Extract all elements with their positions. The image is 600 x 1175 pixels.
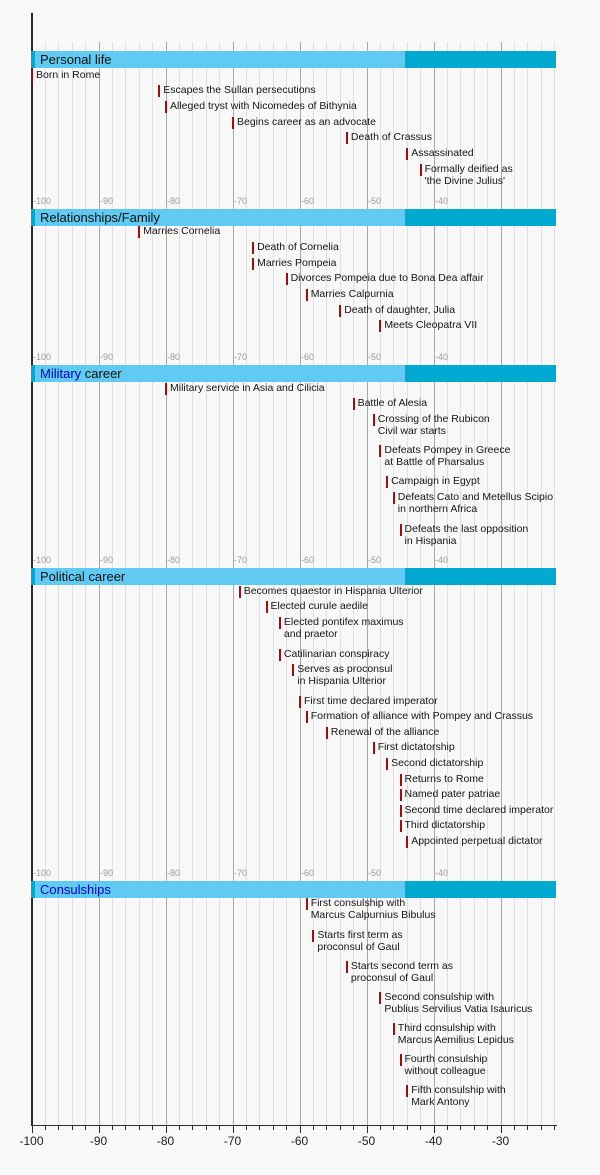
- event-tick: [373, 742, 375, 754]
- event-label: [384, 445, 510, 468]
- section-title-text: career: [81, 366, 122, 381]
- event-label: [411, 1085, 506, 1108]
- event-label-line: Death of Cornelia: [257, 241, 339, 253]
- event-label: [170, 383, 325, 395]
- event-label-line: Third consulship with: [397, 1022, 496, 1034]
- event-label: [304, 696, 438, 708]
- section-scale-label: -70: [234, 868, 248, 878]
- event-tick: [279, 649, 281, 661]
- event-tick: [373, 414, 375, 426]
- event-tick: [400, 524, 402, 536]
- event-label: [257, 258, 336, 270]
- bottom-axis-major-tick: [99, 1126, 100, 1133]
- section-scale-label: -100: [33, 555, 52, 565]
- event-label-line: Fifth consulship with: [411, 1084, 506, 1096]
- event-label-line: Defeats Cato and Metellus Scipio: [397, 491, 554, 503]
- event-label: [244, 586, 423, 598]
- event-label: [311, 898, 436, 921]
- bottom-axis-tick-label: -80: [156, 1134, 175, 1148]
- event-label: [384, 320, 477, 332]
- section-title: [40, 209, 160, 226]
- event-label-line: Mark Antony: [411, 1095, 470, 1108]
- event-label-line: Born in Rome: [36, 69, 101, 81]
- section-scale-label: -50: [368, 868, 382, 878]
- section-scale-label: -40: [435, 555, 449, 565]
- bottom-axis-minor-tick: [179, 1126, 180, 1130]
- bottom-axis-major-tick: [434, 1126, 435, 1133]
- section-scale-label: -80: [167, 868, 181, 878]
- event-tick: [306, 898, 308, 910]
- section-title: [40, 365, 122, 382]
- section-scale-label: -90: [100, 868, 114, 878]
- event-label: [391, 476, 480, 488]
- bottom-axis-minor-tick: [393, 1126, 394, 1130]
- bottom-axis-minor-tick: [407, 1126, 408, 1130]
- event-label: [163, 85, 315, 97]
- event-label: [378, 414, 490, 437]
- event-tick: [266, 601, 268, 613]
- bottom-axis-minor-tick: [514, 1126, 515, 1130]
- event-label-line: Campaign in Egypt: [391, 475, 480, 487]
- event-tick: [393, 492, 395, 504]
- event-label-line: proconsul of Gaul: [317, 940, 400, 953]
- event-tick: [165, 383, 167, 395]
- section-scale-label: -100: [33, 196, 52, 206]
- section-title-text: Political career: [40, 569, 126, 584]
- event-label-line: Military service in Asia and Cilicia: [170, 382, 325, 394]
- bottom-axis-tick-label: -60: [290, 1134, 309, 1148]
- bottom-axis-tick-label: -30: [491, 1134, 510, 1148]
- bottom-axis-minor-tick: [326, 1126, 327, 1130]
- event-tick: [326, 727, 328, 739]
- event-tick: [353, 398, 355, 410]
- section-header-personal-life: [31, 51, 556, 68]
- bottom-axis-tick-label: -70: [223, 1134, 242, 1148]
- bottom-axis-major-tick: [367, 1126, 368, 1133]
- event-label: [351, 132, 432, 144]
- section-scale-label: -90: [100, 555, 114, 565]
- bottom-axis-minor-tick: [313, 1126, 314, 1130]
- bottom-axis-major-tick: [32, 1126, 33, 1133]
- event-tick: [165, 101, 167, 113]
- event-tick: [420, 164, 422, 176]
- section-header-consulships: [31, 881, 556, 898]
- event-label-line: Crossing of the Rubicon: [377, 413, 490, 425]
- event-label-line: Marcus Calpurnius Bibulus: [310, 908, 436, 921]
- bottom-axis-minor-tick: [420, 1126, 421, 1130]
- event-label: [143, 226, 220, 238]
- event-label: [284, 617, 404, 640]
- event-label-line: Second consulship with: [384, 991, 495, 1003]
- bottom-axis-minor-tick: [474, 1126, 475, 1130]
- event-label-line: Becomes quaestor in Hispania Ulterior: [243, 585, 423, 597]
- section-scale-label: -70: [234, 196, 248, 206]
- section-title: [40, 568, 125, 585]
- section-title: [40, 51, 112, 68]
- event-label: [331, 727, 440, 739]
- section-title-link[interactable]: Military: [40, 366, 82, 381]
- bottom-axis-tick-label: -50: [357, 1134, 376, 1148]
- event-label-line: Death of Crassus: [350, 131, 433, 143]
- bottom-axis-tick-label: -90: [89, 1134, 108, 1148]
- event-label-line: Begins career as an advocate: [237, 116, 376, 128]
- event-label-line: First time declared imperator: [304, 695, 438, 707]
- event-label: [398, 1023, 514, 1046]
- bottom-axis-minor-tick: [447, 1126, 448, 1130]
- bottom-axis-major-tick: [166, 1126, 167, 1133]
- event-label-line: Serves as proconsul: [297, 663, 393, 675]
- bottom-axis-minor-tick: [45, 1126, 46, 1130]
- section-header-military-career: [31, 365, 556, 382]
- event-label: [405, 1054, 488, 1077]
- event-tick: [346, 132, 348, 144]
- event-tick: [31, 70, 33, 82]
- event-tick: [379, 445, 381, 457]
- event-label-line: Second time declared imperator: [404, 804, 554, 816]
- event-label-line: First consulship with: [310, 897, 406, 909]
- bottom-axis-minor-tick: [219, 1126, 220, 1130]
- event-tick: [252, 258, 254, 270]
- section-scale-label: -80: [167, 352, 181, 362]
- event-label-line: Escapes the Sullan persecutions: [163, 84, 316, 96]
- event-label-line: Marcus Aemilius Lepidus: [397, 1033, 514, 1046]
- bottom-axis-minor-tick: [152, 1126, 153, 1130]
- event-label-line: without colleague: [404, 1064, 486, 1077]
- section-scale-label: -80: [167, 196, 181, 206]
- event-tick: [406, 836, 408, 848]
- event-label: [257, 242, 339, 254]
- event-label: [405, 805, 554, 817]
- event-label-line: Named pater patriae: [404, 788, 501, 800]
- section-header-relationships-family: [31, 209, 556, 226]
- section-title-link[interactable]: Consulships: [40, 882, 111, 897]
- section-scale-label: -90: [100, 196, 114, 206]
- bottom-axis-major-tick: [501, 1126, 502, 1133]
- section-scale-label: -50: [368, 352, 382, 362]
- event-label: [311, 289, 394, 301]
- event-label-line: Marries Calpurnia: [310, 288, 394, 300]
- section-scale-label: -40: [435, 352, 449, 362]
- section-scale-label: -60: [301, 868, 315, 878]
- event-label-line: Death of daughter, Julia: [344, 304, 456, 316]
- event-tick: [158, 85, 160, 97]
- section-scale-label: -50: [368, 555, 382, 565]
- section-scale-label: -50: [368, 196, 382, 206]
- event-label-line: Catilinarian conspiracy: [283, 648, 390, 660]
- section-scale-label: -60: [301, 352, 315, 362]
- section-title: [40, 881, 111, 898]
- event-tick: [393, 1023, 395, 1035]
- event-label-line: Returns to Rome: [404, 773, 484, 785]
- event-label: [378, 742, 455, 754]
- event-tick: [379, 320, 381, 332]
- event-label: [405, 524, 529, 547]
- event-label-line: in Hispania Ulterior: [297, 674, 386, 687]
- event-label-line: 'the Divine Julius': [424, 174, 506, 187]
- event-tick: [400, 805, 402, 817]
- bottom-axis-minor-tick: [380, 1126, 381, 1130]
- event-tick: [400, 820, 402, 832]
- event-label-line: Elected pontifex maximus: [283, 616, 404, 628]
- event-label-line: Second dictatorship: [391, 757, 484, 769]
- event-tick: [386, 758, 388, 770]
- event-label: [411, 148, 473, 160]
- event-tick: [252, 242, 254, 254]
- bottom-axis-minor-tick: [460, 1126, 461, 1130]
- event-tick: [299, 696, 301, 708]
- bottom-axis-minor-tick: [112, 1126, 113, 1130]
- bottom-axis-minor-tick: [58, 1126, 59, 1130]
- bottom-axis-minor-tick: [541, 1126, 542, 1130]
- section-scale-label: -90: [100, 352, 114, 362]
- event-label-line: Defeats Pompey in Greece: [384, 444, 511, 456]
- event-tick: [232, 117, 234, 129]
- event-label: [405, 774, 484, 786]
- section-scale-label: -60: [301, 555, 315, 565]
- event-label-line: Divorces Pompeia due to Bona Dea affair: [290, 272, 484, 284]
- event-label-line: Formation of alliance with Pompey and Crassus: [310, 710, 534, 722]
- event-label: [317, 930, 402, 953]
- event-tick: [138, 226, 140, 238]
- section-scale-label: -40: [435, 868, 449, 878]
- bottom-axis-tick-label: -40: [424, 1134, 443, 1148]
- event-tick: [406, 148, 408, 160]
- bottom-axis-minor-tick: [206, 1126, 207, 1130]
- event-label: [311, 711, 533, 723]
- event-label: [405, 789, 501, 801]
- event-label: [297, 664, 392, 687]
- section-scale-label: -80: [167, 555, 181, 565]
- event-label: [284, 649, 390, 661]
- bottom-axis-minor-tick: [125, 1126, 126, 1130]
- section-title-text: Personal life: [40, 52, 112, 67]
- event-label-line: proconsul of Gaul: [350, 971, 434, 984]
- event-label: [36, 70, 100, 82]
- event-label: [358, 398, 427, 410]
- event-label: [398, 492, 553, 515]
- bottom-axis-minor-tick: [487, 1126, 488, 1130]
- event-tick: [406, 1085, 408, 1097]
- bottom-axis-minor-tick: [259, 1126, 260, 1130]
- event-label: [351, 961, 453, 984]
- bottom-axis-major-tick: [300, 1126, 301, 1133]
- event-label: [425, 164, 513, 187]
- event-label-line: Renewal of the alliance: [330, 726, 440, 738]
- event-tick: [279, 617, 281, 629]
- event-tick: [306, 711, 308, 723]
- event-label-line: Marries Cornelia: [143, 225, 221, 237]
- section-scale-label: -70: [234, 555, 248, 565]
- event-label: [391, 758, 483, 770]
- event-label: [411, 836, 542, 848]
- event-label: [271, 601, 368, 613]
- event-tick: [239, 586, 241, 598]
- bottom-axis-tick-label: -100: [19, 1134, 44, 1148]
- event-label: [405, 820, 486, 832]
- event-label-line: Formally deified as: [424, 163, 513, 175]
- event-label-line: and praetor: [283, 627, 338, 640]
- event-tick: [400, 1054, 402, 1066]
- bottom-axis-minor-tick: [72, 1126, 73, 1130]
- event-tick: [286, 273, 288, 285]
- section-scale-label: -100: [33, 868, 52, 878]
- event-label-line: Elected curule aedile: [270, 600, 368, 612]
- event-label-line: Fourth consulship: [404, 1053, 488, 1065]
- event-label-line: Appointed perpetual dictator: [411, 835, 543, 847]
- event-tick: [306, 289, 308, 301]
- event-tick: [379, 992, 381, 1004]
- event-label-line: Publius Servilius Vatia Isauricus: [384, 1002, 533, 1015]
- event-tick: [386, 476, 388, 488]
- bottom-axis-minor-tick: [192, 1126, 193, 1130]
- event-tick: [292, 664, 294, 676]
- event-label: [170, 101, 357, 113]
- event-tick: [400, 774, 402, 786]
- event-label: [384, 992, 532, 1015]
- event-label-line: in northern Africa: [397, 502, 478, 515]
- bottom-axis-line: [31, 1125, 558, 1126]
- event-label: [291, 273, 484, 285]
- event-label-line: Civil war starts: [377, 424, 446, 437]
- section-scale-label: -60: [301, 196, 315, 206]
- event-label: [237, 117, 376, 129]
- event-tick: [400, 789, 402, 801]
- event-label-line: Battle of Alesia: [357, 397, 428, 409]
- bottom-axis-minor-tick: [527, 1126, 528, 1130]
- bottom-axis-minor-tick: [85, 1126, 86, 1130]
- bottom-axis-minor-tick: [246, 1126, 247, 1130]
- event-label-line: Starts second term as: [350, 960, 454, 972]
- bottom-axis-minor-tick: [286, 1126, 287, 1130]
- event-label-line: Assassinated: [411, 147, 474, 159]
- section-scale-label: -70: [234, 352, 248, 362]
- section-title-text: Relationships/Family: [40, 210, 160, 225]
- bottom-axis-major-tick: [233, 1126, 234, 1133]
- event-label-line: Third dictatorship: [404, 819, 486, 831]
- event-label-line: Alleged tryst with Nicomedes of Bithynia: [170, 100, 357, 112]
- bottom-axis-minor-tick: [273, 1126, 274, 1130]
- bottom-axis-minor-tick: [554, 1126, 555, 1130]
- event-label-line: Marries Pompeia: [257, 257, 337, 269]
- event-label-line: Starts first term as: [317, 929, 403, 941]
- event-label-line: Defeats the last opposition: [404, 523, 529, 535]
- event-label-line: Meets Cleopatra VII: [384, 319, 478, 331]
- section-header-political-career: [31, 568, 556, 585]
- event-label-line: in Hispania: [404, 534, 457, 547]
- event-label: [344, 305, 455, 317]
- bottom-axis-minor-tick: [139, 1126, 140, 1130]
- section-scale-label: -40: [435, 196, 449, 206]
- event-label-line: First dictatorship: [377, 741, 455, 753]
- event-tick: [312, 930, 314, 942]
- bottom-axis-minor-tick: [340, 1126, 341, 1130]
- section-scale-label: -100: [33, 352, 52, 362]
- event-tick: [346, 961, 348, 973]
- event-tick: [339, 305, 341, 317]
- bottom-axis-minor-tick: [353, 1126, 354, 1130]
- event-label-line: at Battle of Pharsalus: [384, 455, 485, 468]
